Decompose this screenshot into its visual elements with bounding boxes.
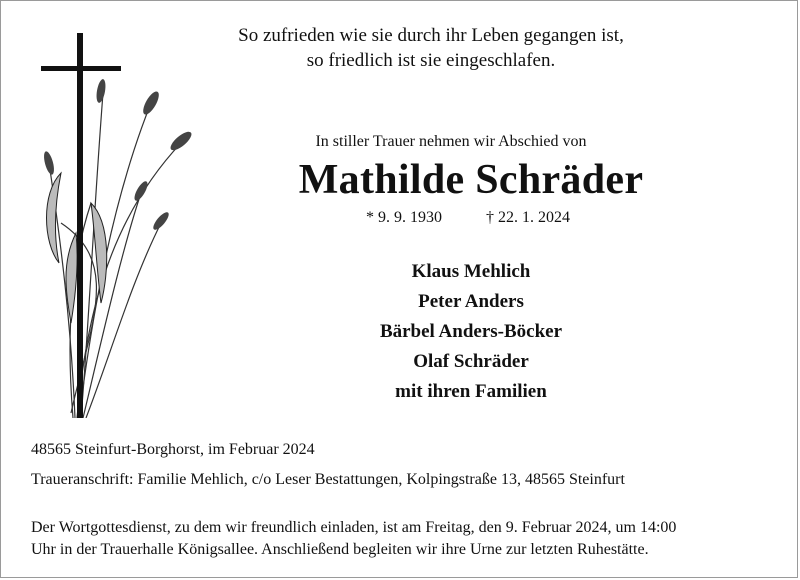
service-line-1: Der Wortgottesdienst, zu dem wir freundlich einladen, ist am Freitag, den 9. Februar 2024, um 14:00: [31, 519, 677, 536]
mourners-list: [341, 257, 601, 407]
mourner: mit ihren Familien: [395, 381, 547, 402]
condolence-address: Traueranschrift: Familie Mehlich, c/o Leser Bestattungen, Kolpingstraße 13, 48565 Steinfurt: [31, 471, 625, 488]
quote-line-1: So zufrieden wie sie durch ihr Leben gegangen ist,: [238, 25, 624, 46]
memorial-quote: [221, 23, 641, 73]
deceased-name: Mathilde Schräder: [298, 157, 644, 203]
place-and-date: 48565 Steinfurt-Borghorst, im Februar 2024: [31, 441, 315, 458]
cross-with-wheat-icon: [31, 23, 201, 418]
birth-date: * 9. 9. 1930: [366, 209, 442, 226]
service-line-2: Uhr in der Trauerhalle Königsallee. Anschließend begleiten wir ihre Urne zur letzten Ruhestätte.: [31, 541, 649, 558]
quote-line-2: so friedlich ist sie eingeschlafen.: [306, 50, 556, 71]
service-info: [31, 517, 781, 561]
death-date: † 22. 1. 2024: [486, 209, 570, 226]
mourning-intro: In stiller Trauer nehmen wir Abschied von: [315, 133, 587, 150]
mourner: Peter Anders: [418, 291, 524, 312]
mourner: Olaf Schräder: [413, 351, 529, 372]
mourner: Klaus Mehlich: [411, 261, 531, 282]
mourner: Bärbel Anders-Böcker: [379, 321, 563, 342]
